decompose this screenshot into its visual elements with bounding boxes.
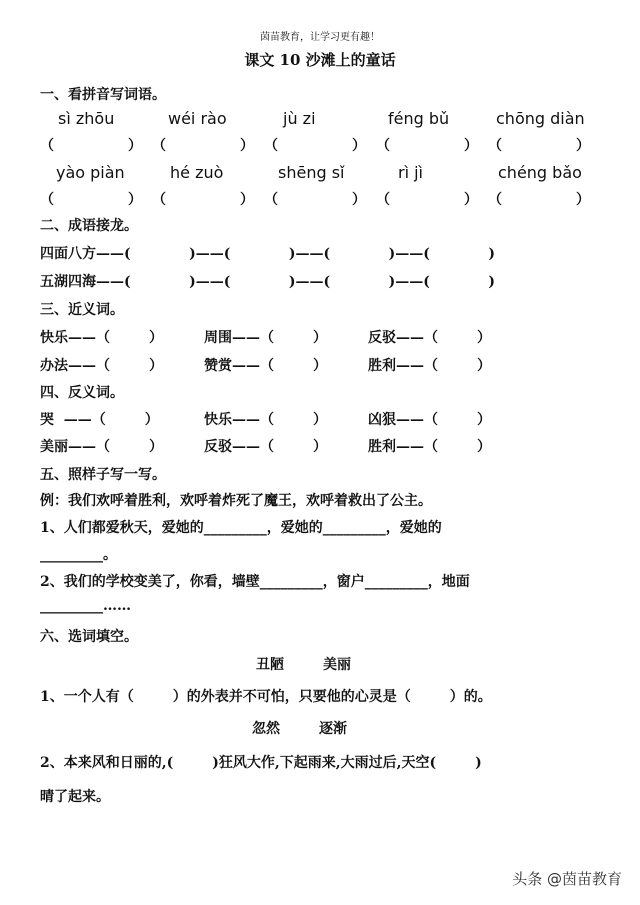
answer-close-6[interactable]: ） <box>128 192 142 208</box>
synonym-2[interactable]: 周围——（ ） <box>204 330 327 346</box>
section1-heading: 一、看拼音写词语。 <box>40 87 166 103</box>
question-5-1-line2[interactable]: _________。 <box>40 547 117 563</box>
synonym-1[interactable]: 快乐——（ ） <box>40 330 163 346</box>
pinyin-10: chéng bǎo <box>498 163 582 182</box>
section4-heading: 四、反义词。 <box>40 385 124 401</box>
antonym-3[interactable]: 凶狠——（ ） <box>368 412 491 428</box>
answer-close-5[interactable]: ） <box>576 138 590 154</box>
answer-close-9[interactable]: ） <box>464 192 478 208</box>
question-6-1[interactable]: 1、一个人有（ ）的外表并不可怕，只要他的心灵是（ ）的。 <box>40 689 492 705</box>
example-sentence: 例：我们欢呼着胜利，欢呼着炸死了魔王，欢呼着救出了公主。 <box>40 493 432 509</box>
answer-open-3[interactable]: （ <box>264 138 278 154</box>
antonym-2[interactable]: 快乐——（ ） <box>204 412 327 428</box>
answer-close-4[interactable]: ） <box>464 138 478 154</box>
pinyin-7: hé zuò <box>170 163 224 182</box>
page-title: 课文 10 沙滩上的童话 <box>244 51 396 69</box>
section3-heading: 三、近义词。 <box>40 302 124 318</box>
pinyin-9: rì jì <box>398 163 423 182</box>
pinyin-1: sì zhōu <box>58 109 115 128</box>
pinyin-5: chōng diàn <box>496 109 585 128</box>
question-6-2-line2[interactable]: 晴了起来。 <box>40 789 110 805</box>
top-note: 茵苗教育，让学习更有趣！ <box>260 32 380 43</box>
synonym-6[interactable]: 胜利——（ ） <box>368 358 491 374</box>
answer-open-9[interactable]: （ <box>376 192 390 208</box>
question-5-2-line2[interactable]: _________…… <box>40 598 131 614</box>
pinyin-2: wéi rào <box>168 109 227 128</box>
pinyin-4: féng bǔ <box>388 109 450 128</box>
answer-close-3[interactable]: ） <box>352 138 366 154</box>
section6-heading: 六、选词填空。 <box>40 629 138 645</box>
antonym-6[interactable]: 胜利——（ ） <box>368 439 491 455</box>
answer-open-4[interactable]: （ <box>376 138 390 154</box>
watermark: 头条 @茵苗教育 <box>512 870 622 888</box>
antonym-1[interactable]: 哭 ——（ ） <box>40 412 159 428</box>
word-choices-1: 丑陋 美丽 <box>256 657 351 673</box>
answer-close-8[interactable]: ） <box>352 192 366 208</box>
synonym-5[interactable]: 赞赏——（ ） <box>204 358 327 374</box>
antonym-5[interactable]: 反驳——（ ） <box>204 439 327 455</box>
section5-heading: 五、照样子写一写。 <box>40 467 166 483</box>
idiom-chain-2[interactable]: 五湖四海——( )——( )——( )——( ) <box>40 274 495 290</box>
synonym-4[interactable]: 办法——（ ） <box>40 358 163 374</box>
answer-close-10[interactable]: ） <box>576 192 590 208</box>
answer-open-2[interactable]: （ <box>152 138 166 154</box>
answer-open-8[interactable]: （ <box>264 192 278 208</box>
answer-close-2[interactable]: ） <box>240 138 254 154</box>
antonym-4[interactable]: 美丽——（ ） <box>40 439 163 455</box>
answer-close-7[interactable]: ） <box>240 192 254 208</box>
answer-close-1[interactable]: ） <box>128 138 142 154</box>
pinyin-6: yào piàn <box>56 163 125 182</box>
question-6-2-line1[interactable]: 2、本来风和日丽的,( )狂风大作,下起雨来,大雨过后,天空( ) <box>40 755 482 771</box>
pinyin-3: jù zi <box>283 109 316 128</box>
synonym-3[interactable]: 反驳——（ ） <box>368 330 491 346</box>
pinyin-8: shēng sǐ <box>278 163 345 182</box>
question-5-2-line1[interactable]: 2、我们的学校变美了，你看，墙壁_________，窗户_________，地面 <box>40 574 470 590</box>
question-5-1-line1[interactable]: 1、人们都爱秋天，爱她的_________，爱她的_________，爱她的 <box>40 520 442 536</box>
answer-open-6[interactable]: （ <box>40 192 54 208</box>
answer-open-10[interactable]: （ <box>488 192 502 208</box>
section2-heading: 二、成语接龙。 <box>40 218 138 234</box>
word-choices-2: 忽然 逐渐 <box>252 721 347 737</box>
answer-open-5[interactable]: （ <box>488 138 502 154</box>
idiom-chain-1[interactable]: 四面八方——( )——( )——( )——( ) <box>40 246 495 262</box>
answer-open-1[interactable]: （ <box>40 138 54 154</box>
answer-open-7[interactable]: （ <box>152 192 166 208</box>
